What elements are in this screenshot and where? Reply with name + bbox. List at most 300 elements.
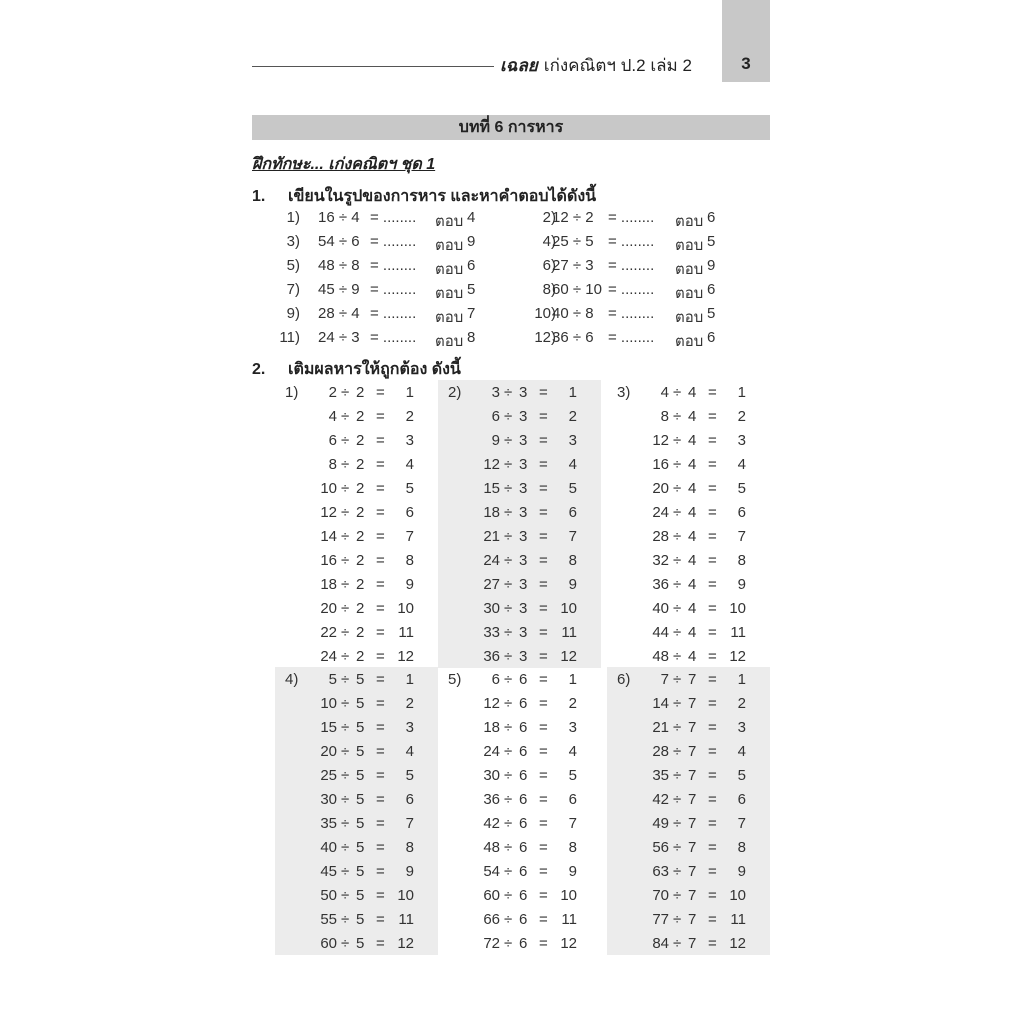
dividend: 48 <box>483 839 500 856</box>
divisor: 3 <box>519 504 528 521</box>
dividend: 12 <box>483 456 500 473</box>
dividend: 5 <box>328 671 337 688</box>
table-label: 6) <box>617 671 631 688</box>
table-row <box>438 743 601 767</box>
quotient: 8 <box>737 839 746 856</box>
table-row <box>275 384 438 408</box>
table-row <box>275 791 438 815</box>
quotient: 1 <box>737 671 746 688</box>
equals-sign: = <box>539 528 548 545</box>
dividend: 72 <box>483 935 500 952</box>
item-label: 5) <box>286 257 300 274</box>
table-row <box>438 863 601 887</box>
divisor: 2 <box>356 552 365 569</box>
answer-prefix: ตอบ <box>435 261 464 278</box>
divisor: 4 <box>688 432 697 449</box>
divisor: 5 <box>356 767 365 784</box>
quotient: 9 <box>405 863 414 880</box>
equals-sign: = <box>539 719 548 736</box>
divisor: 4 <box>688 384 697 401</box>
quotient: 12 <box>729 935 746 952</box>
answer-prefix: ตอบ <box>675 309 704 326</box>
section2-text: เติมผลหารให้ถูกต้อง ดังนี้ <box>288 361 461 378</box>
divisor: 5 <box>356 791 365 808</box>
divide-sign: ÷ <box>673 384 682 401</box>
divisor: 2 <box>356 432 365 449</box>
quotient: 7 <box>568 815 577 832</box>
table-row <box>607 384 770 408</box>
item-blank: = ........ <box>370 281 417 298</box>
quotient: 9 <box>737 576 746 593</box>
table-row <box>438 432 601 456</box>
table-row <box>607 767 770 791</box>
dividend: 35 <box>652 767 669 784</box>
dividend: 24 <box>320 648 337 665</box>
item-answer: 6 <box>467 257 476 274</box>
divide-sign: ÷ <box>341 600 350 617</box>
dividend: 22 <box>320 624 337 641</box>
equals-sign: = <box>708 743 717 760</box>
item-label: 4) <box>542 233 556 250</box>
equals-sign: = <box>708 432 717 449</box>
divide-sign: ÷ <box>504 911 513 928</box>
divisor: 5 <box>356 695 365 712</box>
divisor: 5 <box>356 863 365 880</box>
dividend: 36 <box>483 791 500 808</box>
divisor: 6 <box>519 767 528 784</box>
dividend: 33 <box>483 624 500 641</box>
equals-sign: = <box>376 791 385 808</box>
equals-sign: = <box>708 504 717 521</box>
item-answer: 9 <box>707 257 716 274</box>
divisor: 3 <box>519 624 528 641</box>
division-table <box>607 667 770 955</box>
quotient: 6 <box>405 504 414 521</box>
divisor: 3 <box>519 576 528 593</box>
divide-sign: ÷ <box>504 480 513 497</box>
equals-sign: = <box>708 456 717 473</box>
equals-sign: = <box>708 935 717 952</box>
divisor: 4 <box>688 576 697 593</box>
divisor: 2 <box>356 648 365 665</box>
divide-sign: ÷ <box>504 576 513 593</box>
divide-sign: ÷ <box>341 767 350 784</box>
table-row <box>607 456 770 480</box>
divide-sign: ÷ <box>341 911 350 928</box>
equals-sign: = <box>708 480 717 497</box>
item-answer: 6 <box>707 209 716 226</box>
dividend: 27 <box>483 576 500 593</box>
divisor: 4 <box>688 528 697 545</box>
equals-sign: = <box>708 408 717 425</box>
dividend: 10 <box>320 695 337 712</box>
item-expression: 28 ÷ 4 <box>318 305 360 322</box>
exercise-item <box>252 257 512 281</box>
equals-sign: = <box>708 839 717 856</box>
quotient: 8 <box>568 552 577 569</box>
divide-sign: ÷ <box>504 432 513 449</box>
divisor: 3 <box>519 384 528 401</box>
item-expression: 36 ÷ 6 <box>552 329 594 346</box>
dividend: 12 <box>652 432 669 449</box>
divisor: 4 <box>688 456 697 473</box>
dividend: 14 <box>652 695 669 712</box>
item-expression: 25 ÷ 5 <box>552 233 594 250</box>
divide-sign: ÷ <box>504 528 513 545</box>
table-row <box>607 863 770 887</box>
equals-sign: = <box>708 576 717 593</box>
item-expression: 48 ÷ 8 <box>318 257 360 274</box>
equals-sign: = <box>376 600 385 617</box>
table-row <box>438 791 601 815</box>
divisor: 2 <box>356 456 365 473</box>
item-blank: = ........ <box>608 209 655 226</box>
dividend: 66 <box>483 911 500 928</box>
dividend: 12 <box>320 504 337 521</box>
table-row <box>607 671 770 695</box>
divide-sign: ÷ <box>504 719 513 736</box>
quotient: 7 <box>737 815 746 832</box>
dividend: 56 <box>652 839 669 856</box>
equals-sign: = <box>376 456 385 473</box>
divisor: 4 <box>688 480 697 497</box>
item-answer: 8 <box>467 329 476 346</box>
dividend: 36 <box>652 576 669 593</box>
table-row <box>438 408 601 432</box>
divide-sign: ÷ <box>673 576 682 593</box>
table-row <box>607 695 770 719</box>
equals-sign: = <box>376 624 385 641</box>
dividend: 54 <box>483 863 500 880</box>
quotient: 6 <box>405 791 414 808</box>
dividend: 21 <box>652 719 669 736</box>
exercise-item <box>252 233 512 257</box>
quotient: 5 <box>405 767 414 784</box>
table-row <box>438 576 601 600</box>
divide-sign: ÷ <box>673 648 682 665</box>
item-label: 9) <box>286 305 300 322</box>
equals-sign: = <box>539 911 548 928</box>
table-row <box>275 743 438 767</box>
quotient: 4 <box>568 456 577 473</box>
table-row <box>275 504 438 528</box>
equals-sign: = <box>539 887 548 904</box>
quotient: 2 <box>737 695 746 712</box>
divisor: 3 <box>519 480 528 497</box>
divisor: 4 <box>688 504 697 521</box>
equals-sign: = <box>376 719 385 736</box>
table-row <box>438 839 601 863</box>
divide-sign: ÷ <box>341 671 350 688</box>
table-row <box>275 600 438 624</box>
divide-sign: ÷ <box>673 408 682 425</box>
quotient: 3 <box>737 719 746 736</box>
divide-sign: ÷ <box>504 456 513 473</box>
divide-sign: ÷ <box>341 384 350 401</box>
quotient: 3 <box>405 432 414 449</box>
table-row <box>275 815 438 839</box>
divide-sign: ÷ <box>673 791 682 808</box>
exercise-item <box>505 281 765 305</box>
header-rule <box>252 66 494 67</box>
dividend: 21 <box>483 528 500 545</box>
answer-prefix: ตอบ <box>435 285 464 302</box>
table-label: 3) <box>617 384 631 401</box>
table-row <box>275 695 438 719</box>
divide-sign: ÷ <box>673 935 682 952</box>
quotient: 3 <box>568 719 577 736</box>
item-answer: 6 <box>707 281 716 298</box>
equals-sign: = <box>376 480 385 497</box>
equals-sign: = <box>708 671 717 688</box>
item-label: 7) <box>286 281 300 298</box>
table-row <box>275 408 438 432</box>
divisor: 7 <box>688 695 697 712</box>
divisor: 5 <box>356 815 365 832</box>
quotient: 10 <box>729 600 746 617</box>
divide-sign: ÷ <box>504 935 513 952</box>
exercise-item <box>505 257 765 281</box>
item-label: 3) <box>286 233 300 250</box>
division-table <box>275 380 438 668</box>
dividend: 40 <box>320 839 337 856</box>
section1-heading <box>252 184 596 209</box>
divisor: 7 <box>688 791 697 808</box>
table-row <box>438 384 601 408</box>
divisor: 3 <box>519 432 528 449</box>
answer-prefix: ตอบ <box>675 213 704 230</box>
divide-sign: ÷ <box>504 384 513 401</box>
table-row <box>438 624 601 648</box>
quotient: 4 <box>405 456 414 473</box>
dividend: 63 <box>652 863 669 880</box>
section1-text: เขียนในรูปของการหาร และหาคำตอบได้ดังนี้ <box>288 188 597 205</box>
equals-sign: = <box>539 432 548 449</box>
dividend: 24 <box>483 743 500 760</box>
dividend: 30 <box>483 767 500 784</box>
divide-sign: ÷ <box>504 839 513 856</box>
dividend: 60 <box>483 887 500 904</box>
divide-sign: ÷ <box>341 456 350 473</box>
table-row <box>275 456 438 480</box>
table-row <box>438 480 601 504</box>
quotient: 8 <box>405 839 414 856</box>
dividend: 3 <box>491 384 500 401</box>
divide-sign: ÷ <box>504 671 513 688</box>
item-label: 2) <box>542 209 556 226</box>
divisor: 3 <box>519 600 528 617</box>
dividend: 28 <box>652 743 669 760</box>
item-blank: = ........ <box>608 329 655 346</box>
divide-sign: ÷ <box>673 695 682 712</box>
divide-sign: ÷ <box>341 887 350 904</box>
equals-sign: = <box>539 671 548 688</box>
divide-sign: ÷ <box>341 815 350 832</box>
divisor: 7 <box>688 887 697 904</box>
item-answer: 4 <box>467 209 476 226</box>
divisor: 7 <box>688 743 697 760</box>
equals-sign: = <box>376 671 385 688</box>
item-answer: 5 <box>707 233 716 250</box>
dividend: 18 <box>483 719 500 736</box>
divide-sign: ÷ <box>673 671 682 688</box>
dividend: 8 <box>660 408 669 425</box>
table-row <box>275 624 438 648</box>
exercise-item <box>505 233 765 257</box>
dividend: 24 <box>652 504 669 521</box>
table-row <box>275 767 438 791</box>
dividend: 84 <box>652 935 669 952</box>
table-row <box>607 624 770 648</box>
dividend: 36 <box>483 648 500 665</box>
dividend: 4 <box>660 384 669 401</box>
divisor: 2 <box>356 480 365 497</box>
table-label: 1) <box>285 384 299 401</box>
exercise-item <box>252 329 512 353</box>
item-blank: = ........ <box>370 209 417 226</box>
divide-sign: ÷ <box>341 504 350 521</box>
section1-number: 1. <box>252 188 266 205</box>
dividend: 77 <box>652 911 669 928</box>
exercise-item <box>252 305 512 329</box>
table-row <box>607 911 770 935</box>
quotient: 12 <box>729 648 746 665</box>
quotient: 1 <box>568 671 577 688</box>
quotient: 10 <box>397 887 414 904</box>
table-row <box>607 719 770 743</box>
divide-sign: ÷ <box>673 528 682 545</box>
item-expression: 45 ÷ 9 <box>318 281 360 298</box>
dividend: 42 <box>652 791 669 808</box>
table-label: 5) <box>448 671 462 688</box>
answer-prefix: ตอบ <box>675 237 704 254</box>
divisor: 7 <box>688 671 697 688</box>
divide-sign: ÷ <box>504 695 513 712</box>
divide-sign: ÷ <box>673 839 682 856</box>
dividend: 35 <box>320 815 337 832</box>
dividend: 6 <box>491 671 500 688</box>
table-row <box>607 528 770 552</box>
equals-sign: = <box>376 839 385 856</box>
divisor: 6 <box>519 839 528 856</box>
divide-sign: ÷ <box>673 767 682 784</box>
quotient: 11 <box>561 624 577 641</box>
dividend: 2 <box>328 384 337 401</box>
table-row <box>607 552 770 576</box>
divisor: 4 <box>688 600 697 617</box>
table-row <box>438 935 601 959</box>
table-row <box>607 839 770 863</box>
item-answer: 5 <box>707 305 716 322</box>
exercise-item <box>252 209 512 233</box>
item-label: 12) <box>534 329 556 346</box>
table-label: 4) <box>285 671 299 688</box>
divide-sign: ÷ <box>341 624 350 641</box>
equals-sign: = <box>708 624 717 641</box>
table-row <box>607 600 770 624</box>
divide-sign: ÷ <box>673 887 682 904</box>
answer-prefix: ตอบ <box>675 261 704 278</box>
quotient: 6 <box>568 504 577 521</box>
divisor: 2 <box>356 600 365 617</box>
table-row <box>607 576 770 600</box>
divide-sign: ÷ <box>341 743 350 760</box>
equals-sign: = <box>376 743 385 760</box>
divisor: 7 <box>688 839 697 856</box>
table-row <box>438 719 601 743</box>
quotient: 3 <box>737 432 746 449</box>
equals-sign: = <box>708 648 717 665</box>
item-expression: 60 ÷ 10 <box>552 281 602 298</box>
quotient: 12 <box>397 935 414 952</box>
divide-sign: ÷ <box>341 408 350 425</box>
equals-sign: = <box>376 552 385 569</box>
divide-sign: ÷ <box>504 887 513 904</box>
divisor: 4 <box>688 552 697 569</box>
divisor: 7 <box>688 935 697 952</box>
quotient: 10 <box>560 600 577 617</box>
equals-sign: = <box>708 719 717 736</box>
equals-sign: = <box>708 695 717 712</box>
equals-sign: = <box>539 743 548 760</box>
quotient: 11 <box>730 624 746 641</box>
division-table <box>275 667 438 955</box>
item-expression: 12 ÷ 2 <box>552 209 594 226</box>
table-label: 2) <box>448 384 462 401</box>
equals-sign: = <box>539 624 548 641</box>
quotient: 2 <box>737 408 746 425</box>
quotient: 7 <box>568 528 577 545</box>
equals-sign: = <box>708 815 717 832</box>
quotient: 8 <box>737 552 746 569</box>
equals-sign: = <box>376 935 385 952</box>
divisor: 5 <box>356 839 365 856</box>
answer-prefix: ตอบ <box>435 309 464 326</box>
divide-sign: ÷ <box>341 648 350 665</box>
divisor: 4 <box>688 648 697 665</box>
divisor: 5 <box>356 935 365 952</box>
quotient: 10 <box>397 600 414 617</box>
divisor: 3 <box>519 408 528 425</box>
table-row <box>607 432 770 456</box>
dividend: 30 <box>320 791 337 808</box>
quotient: 5 <box>737 480 746 497</box>
divisor: 7 <box>688 815 697 832</box>
quotient: 2 <box>568 408 577 425</box>
divide-sign: ÷ <box>504 624 513 641</box>
equals-sign: = <box>539 791 548 808</box>
dividend: 8 <box>328 456 337 473</box>
quotient: 5 <box>737 767 746 784</box>
dividend: 6 <box>491 408 500 425</box>
quotient: 11 <box>561 911 577 928</box>
quotient: 5 <box>568 480 577 497</box>
divisor: 6 <box>519 695 528 712</box>
quotient: 6 <box>568 791 577 808</box>
equals-sign: = <box>708 552 717 569</box>
equals-sign: = <box>539 504 548 521</box>
item-answer: 5 <box>467 281 476 298</box>
exercise-item <box>505 209 765 233</box>
item-answer: 9 <box>467 233 476 250</box>
table-row <box>607 791 770 815</box>
dividend: 10 <box>320 480 337 497</box>
table-row <box>438 911 601 935</box>
divisor: 4 <box>688 408 697 425</box>
divide-sign: ÷ <box>341 480 350 497</box>
divide-sign: ÷ <box>341 552 350 569</box>
table-row <box>275 480 438 504</box>
